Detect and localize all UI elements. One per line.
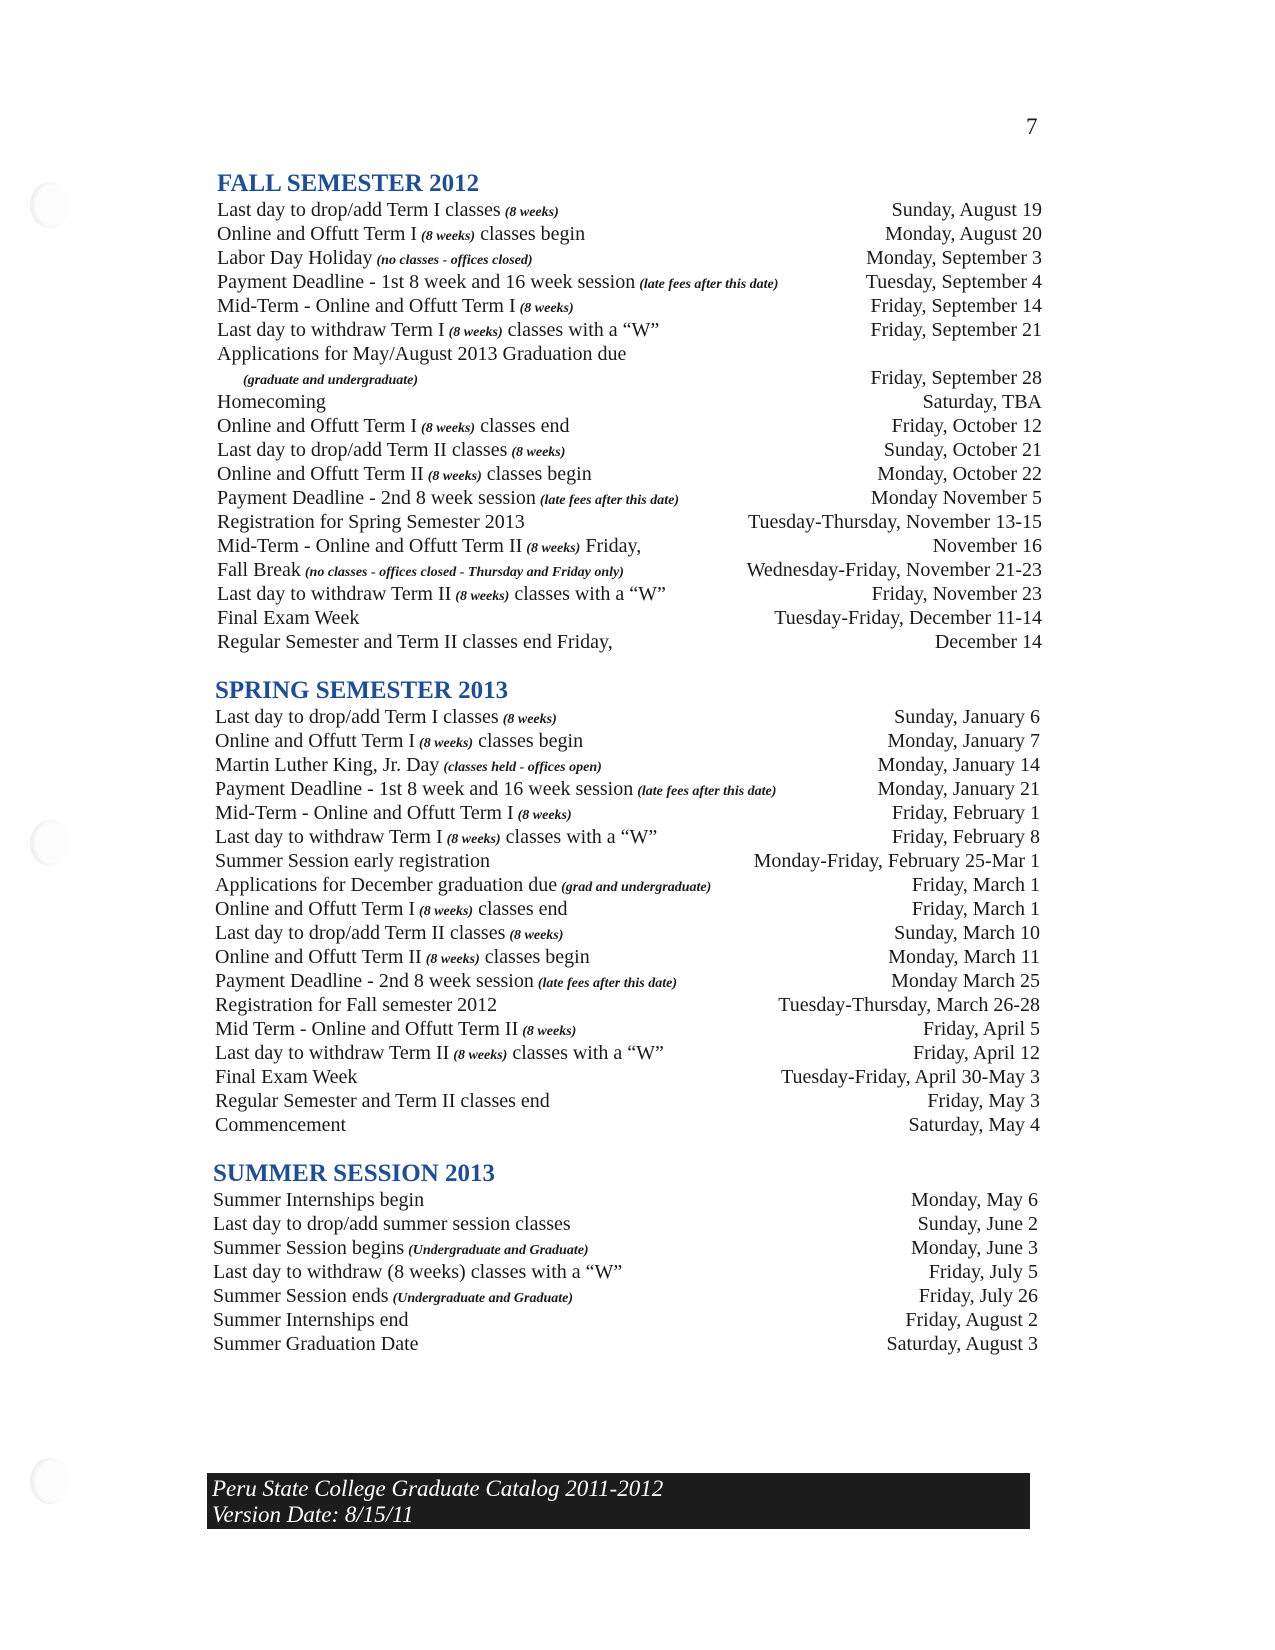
event-text: Online and Offutt Term I xyxy=(217,223,418,245)
event-text: Payment Deadline - 2nd 8 week session xyxy=(215,970,534,992)
event-date: Friday, November 23 xyxy=(871,583,1042,605)
event-date: November 16 xyxy=(932,535,1042,557)
event-text: Labor Day Holiday xyxy=(217,247,373,269)
event-text: Final Exam Week xyxy=(215,1066,358,1088)
event-row xyxy=(215,705,1040,729)
event-list xyxy=(215,705,1040,1137)
event-row xyxy=(215,753,1040,777)
event-row xyxy=(215,1113,1040,1137)
event-date: Friday, March 1 xyxy=(911,898,1040,920)
event-label xyxy=(217,390,335,417)
event-label xyxy=(215,801,577,828)
event-label xyxy=(213,1236,594,1263)
event-label xyxy=(215,873,716,900)
event-label xyxy=(217,630,622,657)
event-row xyxy=(215,921,1040,945)
event-row xyxy=(217,438,1042,462)
event-text: Applications for December graduation due xyxy=(215,874,558,896)
event-row xyxy=(213,1212,1038,1236)
event-date: Monday, March 11 xyxy=(888,946,1040,968)
event-label xyxy=(215,897,568,924)
event-row xyxy=(217,246,1042,270)
event-note: (classes held - offices open) xyxy=(443,760,602,775)
event-row xyxy=(217,462,1042,486)
event-text: Final Exam Week xyxy=(217,607,360,629)
event-row xyxy=(215,1089,1040,1113)
event-text-continued: classes with a “W” xyxy=(505,826,658,848)
event-note: (no classes - offices closed - Thursday and Friday only) xyxy=(304,565,624,580)
event-row xyxy=(213,1284,1038,1308)
event-note: (no classes - offices closed) xyxy=(376,253,533,268)
section-title: SPRING SEMESTER 2013 xyxy=(215,677,509,704)
event-text: Registration for Spring Semester 2013 xyxy=(217,511,525,533)
event-text: Summer Internships end xyxy=(213,1309,409,1331)
event-row xyxy=(215,1017,1040,1041)
event-date: Saturday, May 4 xyxy=(908,1114,1040,1136)
event-label xyxy=(217,462,592,489)
footer-title: Peru State College Graduate Catalog 2011-2012 xyxy=(212,1476,664,1501)
event-date: Tuesday-Thursday, March 26-28 xyxy=(778,994,1040,1016)
event-label xyxy=(215,921,568,948)
event-text-continued: classes with a “W” xyxy=(512,1042,664,1064)
event-label xyxy=(215,825,657,852)
event-date: Friday, March 1 xyxy=(911,874,1040,896)
event-date: Monday, August 20 xyxy=(884,223,1042,245)
event-row xyxy=(217,582,1042,606)
event-label xyxy=(217,294,579,321)
event-note: (graduate and undergraduate) xyxy=(243,373,419,388)
event-label xyxy=(217,270,783,297)
event-date: Wednesday-Friday, November 21-23 xyxy=(746,559,1042,581)
event-row xyxy=(215,897,1040,921)
event-label xyxy=(217,582,666,609)
binder-hole-top xyxy=(30,182,70,228)
event-date: Monday March 25 xyxy=(891,970,1040,992)
event-row xyxy=(215,801,1040,825)
event-label xyxy=(215,753,607,780)
event-row xyxy=(217,630,1042,654)
event-label xyxy=(215,1041,664,1068)
event-text: Mid-Term - Online and Offutt Term I xyxy=(217,295,516,317)
event-label xyxy=(217,558,629,585)
event-date: Monday, January 14 xyxy=(877,754,1040,776)
event-label xyxy=(213,1308,418,1335)
event-label xyxy=(215,969,682,996)
event-row xyxy=(217,198,1042,222)
event-date: Monday, October 22 xyxy=(877,463,1042,485)
section-fall-2012 xyxy=(217,170,1042,654)
event-row xyxy=(217,390,1042,414)
event-text-continued: classes with a “W” xyxy=(514,583,666,605)
event-text: Last day to drop/add Term I classes xyxy=(217,199,501,221)
event-note: (late fees after this date) xyxy=(537,976,678,991)
event-label xyxy=(217,198,564,225)
event-label xyxy=(213,1212,580,1239)
event-note: (8 weeks) xyxy=(519,301,574,316)
event-date: Friday, September 14 xyxy=(870,295,1042,317)
event-label xyxy=(217,414,570,441)
event-date: Tuesday-Thursday, November 13-15 xyxy=(747,511,1042,533)
event-date: Sunday, October 21 xyxy=(883,439,1042,461)
event-text: Online and Offutt Term II xyxy=(215,946,422,968)
binder-hole-middle xyxy=(30,820,70,866)
event-row xyxy=(213,1188,1038,1212)
event-row xyxy=(215,993,1040,1017)
event-row xyxy=(215,1065,1040,1089)
section-spring-2013 xyxy=(215,677,1040,1137)
event-list xyxy=(217,198,1042,654)
event-row xyxy=(215,945,1040,969)
event-date: Friday, April 12 xyxy=(912,1042,1040,1064)
event-text-continued: classes begin xyxy=(486,463,592,485)
event-note: (8 weeks) xyxy=(421,229,476,244)
event-row xyxy=(217,222,1042,246)
event-text-continued: classes begin xyxy=(478,730,584,752)
event-text: Commencement xyxy=(215,1114,347,1136)
event-text: Last day to drop/add summer session classes xyxy=(213,1213,571,1235)
event-text: Online and Offutt Term I xyxy=(215,730,416,752)
event-text-continued: classes with a “W” xyxy=(507,319,660,341)
event-date: Sunday, January 6 xyxy=(894,706,1040,728)
event-note: (8 weeks) xyxy=(522,1024,577,1039)
page-number: 7 xyxy=(1026,114,1038,139)
event-text: Mid Term - Online and Offutt Term II xyxy=(215,1018,519,1040)
event-list xyxy=(213,1188,1038,1356)
event-date: Monday, January 7 xyxy=(887,730,1040,752)
event-row xyxy=(213,1308,1038,1332)
event-row xyxy=(217,318,1042,342)
event-text: Martin Luther King, Jr. Day xyxy=(215,754,440,776)
event-text: Online and Offutt Term II xyxy=(217,463,424,485)
event-text: Last day to withdraw Term II xyxy=(217,583,452,605)
section-summer-2013 xyxy=(213,1160,1038,1356)
event-date: Friday, July 5 xyxy=(928,1261,1038,1283)
event-text: Payment Deadline - 2nd 8 week session xyxy=(217,487,536,509)
event-note: (8 weeks) xyxy=(427,469,482,484)
event-date: Monday, January 21 xyxy=(877,778,1040,800)
event-date: Sunday, March 10 xyxy=(894,922,1040,944)
event-text: Last day to withdraw Term I xyxy=(217,319,445,341)
event-label xyxy=(217,510,534,537)
event-label xyxy=(243,366,423,393)
event-text: Summer Session begins xyxy=(213,1237,405,1259)
event-date: Monday, September 3 xyxy=(866,247,1042,269)
event-row xyxy=(215,969,1040,993)
event-label xyxy=(217,222,585,249)
event-note: (8 weeks) xyxy=(446,832,501,847)
binder-hole-bottom xyxy=(30,1458,70,1504)
event-label xyxy=(215,1065,366,1092)
event-note: (Undergraduate and Graduate) xyxy=(408,1243,589,1258)
event-row xyxy=(217,270,1042,294)
event-note: (8 weeks) xyxy=(419,736,474,751)
event-note: (8 weeks) xyxy=(448,325,503,340)
event-row xyxy=(217,558,1042,582)
event-note: (late fees after this date) xyxy=(639,277,779,292)
event-text: Summer Session ends xyxy=(213,1285,389,1307)
event-row xyxy=(215,849,1040,873)
event-label xyxy=(215,993,506,1020)
event-text: Fall Break xyxy=(217,559,301,581)
event-text: Registration for Fall semester 2012 xyxy=(215,994,498,1016)
event-note: (8 weeks) xyxy=(421,421,476,436)
event-text: Applications for May/August 2013 Graduation due xyxy=(217,343,627,365)
event-text-continued: classes end xyxy=(480,415,570,437)
event-text-continued: Friday, xyxy=(585,535,642,557)
event-note: (8 weeks) xyxy=(502,712,557,727)
event-date: Monday, June 3 xyxy=(910,1237,1038,1259)
event-label xyxy=(217,486,684,513)
event-text: Payment Deadline - 1st 8 week and 16 week session xyxy=(217,271,636,293)
event-row xyxy=(215,825,1040,849)
event-row xyxy=(215,777,1040,801)
event-date: December 14 xyxy=(934,631,1042,653)
event-text: Mid-Term - Online and Offutt Term II xyxy=(217,535,523,557)
event-label xyxy=(215,1017,581,1044)
event-date: Monday-Friday, February 25-Mar 1 xyxy=(753,850,1040,872)
event-note: (grad and undergraduate) xyxy=(561,880,712,895)
event-label xyxy=(215,945,590,972)
event-date: Saturday, August 3 xyxy=(886,1333,1038,1355)
event-row xyxy=(213,1236,1038,1260)
event-text: Summer Session early registration xyxy=(215,850,490,872)
event-row xyxy=(213,1332,1038,1356)
event-label xyxy=(215,849,499,876)
event-label xyxy=(217,438,570,465)
event-date: Saturday, TBA xyxy=(922,391,1042,413)
event-label xyxy=(215,777,781,804)
event-text: Last day to withdraw Term I xyxy=(215,826,443,848)
event-label xyxy=(217,606,368,633)
event-text-continued: classes begin xyxy=(480,223,586,245)
event-label xyxy=(217,318,659,345)
event-note: (late fees after this date) xyxy=(637,784,777,799)
event-note: (late fees after this date) xyxy=(539,493,680,508)
event-date: Sunday, August 19 xyxy=(891,199,1042,221)
event-text: Summer Internships begin xyxy=(213,1189,425,1211)
event-text: Mid-Term - Online and Offutt Term I xyxy=(215,802,514,824)
event-date: Friday, July 26 xyxy=(918,1285,1038,1307)
event-note: (Undergraduate and Graduate) xyxy=(392,1291,574,1306)
event-date: Friday, September 28 xyxy=(870,367,1042,389)
event-date: Friday, October 12 xyxy=(891,415,1042,437)
event-label xyxy=(215,1089,559,1116)
event-note: (8 weeks) xyxy=(455,589,510,604)
section-title: SUMMER SESSION 2013 xyxy=(213,1160,495,1187)
event-date: Tuesday-Friday, April 30-May 3 xyxy=(780,1066,1040,1088)
event-date: Friday, April 5 xyxy=(922,1018,1040,1040)
event-label xyxy=(215,729,583,756)
event-date: Monday November 5 xyxy=(870,487,1042,509)
event-label xyxy=(217,342,635,369)
footer-version-date: Version Date: 8/15/11 xyxy=(212,1502,414,1527)
event-label xyxy=(213,1332,428,1359)
event-label xyxy=(215,705,562,732)
event-row xyxy=(217,534,1042,558)
event-note: (8 weeks) xyxy=(509,928,564,943)
event-text: Online and Offutt Term I xyxy=(215,898,416,920)
event-date: Friday, September 21 xyxy=(870,319,1042,341)
event-row xyxy=(217,366,1042,390)
event-text-continued: classes end xyxy=(478,898,568,920)
event-text: Last day to drop/add Term II classes xyxy=(217,439,508,461)
event-date: Sunday, June 2 xyxy=(917,1213,1038,1235)
event-note: (8 weeks) xyxy=(504,205,559,220)
event-text: Regular Semester and Term II classes end Friday, xyxy=(217,631,613,653)
event-row xyxy=(217,414,1042,438)
event-text: Homecoming xyxy=(217,391,326,413)
event-note: (8 weeks) xyxy=(526,541,581,556)
event-text: Regular Semester and Term II classes end xyxy=(215,1090,550,1112)
event-text-continued: classes begin xyxy=(484,946,590,968)
event-date: Friday, February 8 xyxy=(891,826,1040,848)
event-date: Friday, August 2 xyxy=(905,1309,1038,1331)
event-note: (8 weeks) xyxy=(453,1048,508,1063)
event-label xyxy=(213,1188,433,1215)
event-row xyxy=(217,342,1042,366)
event-text: Last day to drop/add Term I classes xyxy=(215,706,499,728)
event-date: Friday, February 1 xyxy=(891,802,1040,824)
event-date: Friday, May 3 xyxy=(927,1090,1040,1112)
event-text: Online and Offutt Term I xyxy=(217,415,418,437)
event-row xyxy=(213,1260,1038,1284)
event-note: (8 weeks) xyxy=(511,445,566,460)
event-row xyxy=(217,486,1042,510)
event-row xyxy=(217,606,1042,630)
event-row xyxy=(217,294,1042,318)
catalog-footer xyxy=(207,1473,1030,1529)
event-note: (8 weeks) xyxy=(517,808,572,823)
event-date: Tuesday, September 4 xyxy=(865,271,1042,293)
event-note: (8 weeks) xyxy=(419,904,474,919)
event-row xyxy=(217,510,1042,534)
event-text: Last day to withdraw (8 weeks) classes with a “W” xyxy=(213,1261,623,1283)
event-label xyxy=(215,1113,355,1140)
event-text: Payment Deadline - 1st 8 week and 16 week session xyxy=(215,778,634,800)
event-date: Tuesday-Friday, December 11-14 xyxy=(774,607,1042,629)
event-date: Monday, May 6 xyxy=(910,1189,1038,1211)
section-title: FALL SEMESTER 2012 xyxy=(217,170,480,197)
event-label xyxy=(213,1260,631,1287)
event-text: Last day to withdraw Term II xyxy=(215,1042,450,1064)
event-label xyxy=(213,1284,578,1311)
event-text: Summer Graduation Date xyxy=(213,1333,419,1355)
event-row xyxy=(215,873,1040,897)
event-text: Last day to drop/add Term II classes xyxy=(215,922,506,944)
event-row xyxy=(215,729,1040,753)
event-note: (8 weeks) xyxy=(425,952,480,967)
event-label xyxy=(217,246,538,273)
event-label xyxy=(217,534,641,561)
event-row xyxy=(215,1041,1040,1065)
